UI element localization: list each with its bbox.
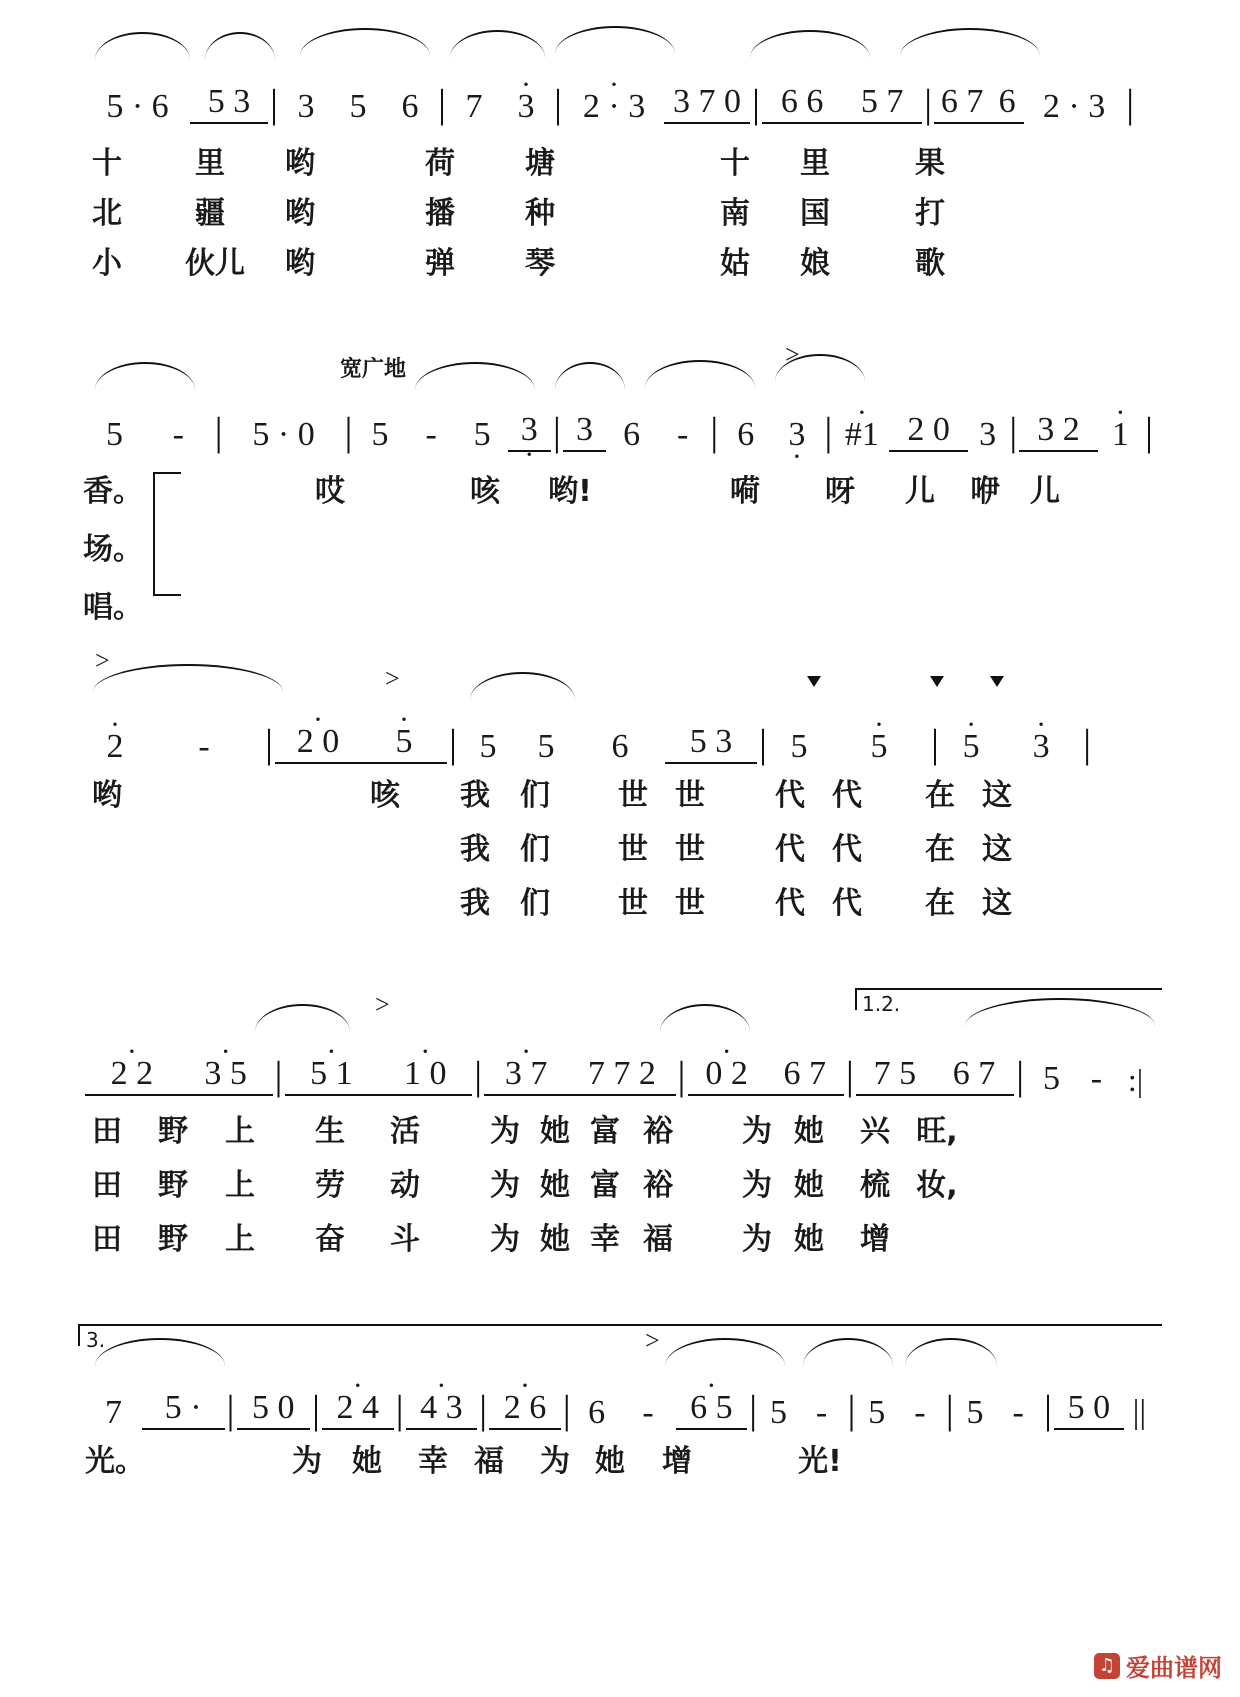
lyric-syllable: 她 <box>794 1222 824 1257</box>
note: 5 <box>868 1394 886 1431</box>
lyric-syllable: 动 <box>390 1168 420 1203</box>
lyric-syllable: 野 <box>158 1114 188 1149</box>
lyric-syllable: 们 <box>520 832 550 867</box>
note: 3 <box>297 88 315 125</box>
lyric-line <box>85 1106 1155 1160</box>
note: 5 <box>769 1394 787 1431</box>
lyric-syllable: 她 <box>540 1168 570 1203</box>
lyric-line <box>85 238 1155 288</box>
barline: | <box>449 721 458 766</box>
lyric-line <box>85 1436 1155 1490</box>
lyric-syllable: 姑 <box>720 246 750 281</box>
lyric-syllable: 弹 <box>425 246 455 281</box>
note-group: 7 7 2 <box>568 1057 675 1096</box>
lyric-syllable: 生 <box>315 1114 345 1149</box>
lyric-syllable: 哟 <box>285 196 315 231</box>
barline: | <box>710 409 719 454</box>
note: 5 <box>537 728 555 765</box>
note-sharp: · #1 <box>834 418 889 452</box>
lyric-syllable: 哟 <box>92 778 122 813</box>
lyric-syllable: 代 <box>832 778 862 813</box>
notes-row-1 <box>85 60 1155 124</box>
lyric-syllable: 歌 <box>915 246 945 281</box>
lyric-syllable: 场。 <box>83 532 143 567</box>
note-group: 5 0 <box>237 1391 310 1430</box>
slur <box>660 1004 750 1032</box>
note: 5 <box>105 416 123 453</box>
lyrics-block-5 <box>85 1436 1155 1490</box>
lyric-syllable: 上 <box>225 1114 255 1149</box>
slur <box>555 362 625 390</box>
slur <box>95 362 195 390</box>
lyric-syllable: 增 <box>662 1444 692 1479</box>
lyric-syllable: 荷 <box>425 146 455 181</box>
lyric-syllable: 哎 <box>315 474 345 509</box>
lyric-syllable: 活 <box>390 1114 420 1149</box>
lyric-syllable: 代 <box>775 886 805 921</box>
note: 5 <box>1042 1060 1060 1097</box>
barline: | <box>845 1053 854 1098</box>
lyric-syllable: 她 <box>794 1168 824 1203</box>
slur <box>300 28 430 56</box>
barline: | <box>474 1053 483 1098</box>
lyric-syllable: 在 <box>925 832 955 867</box>
barline: | <box>1044 1387 1053 1432</box>
lyric-syllable: 嗬 <box>730 474 760 509</box>
note: · 3 <box>500 90 552 124</box>
system-4 <box>0 990 1240 1257</box>
barline: | <box>274 1053 283 1098</box>
system-3 <box>0 646 1240 921</box>
lyric-syllable: 增 <box>860 1222 890 1257</box>
note-group: 3 7 0 <box>664 85 750 124</box>
lyric-syllable: 果 <box>915 146 945 181</box>
note: 5 <box>479 728 497 765</box>
lyric-syllable: 香。 <box>83 474 143 509</box>
barline: | <box>344 409 353 454</box>
lyric-syllable: 上 <box>225 1222 255 1257</box>
slur <box>750 30 870 58</box>
note-group: 6 7 <box>766 1057 844 1096</box>
notes-row-5 <box>85 1326 1155 1432</box>
barline: | <box>479 1387 488 1432</box>
lyric-syllable: 们 <box>520 886 550 921</box>
slur <box>555 26 675 54</box>
note-group: · 0 2 <box>688 1057 766 1096</box>
barline: | <box>847 1387 856 1432</box>
lyric-syllable: 裕 <box>643 1114 673 1149</box>
rest-dash: - <box>172 416 184 453</box>
rest-dash: - <box>425 416 437 453</box>
barline: | <box>924 81 933 126</box>
staff-row-5 <box>0 1326 1240 1436</box>
rest-dash: - <box>642 1394 654 1431</box>
lyric-syllable: 代 <box>775 778 805 813</box>
barline: | <box>1144 409 1153 454</box>
barline: | <box>759 721 768 766</box>
accent-mark: > <box>785 340 800 369</box>
lyric-syllable: 琴 <box>525 246 555 281</box>
lyric-syllable: 幸 <box>418 1444 448 1479</box>
rest-dash: - <box>914 1394 926 1431</box>
barline: | <box>931 721 940 766</box>
note: · 2 <box>85 730 145 764</box>
lyric-syllable: 奋 <box>315 1222 345 1257</box>
system-2 <box>0 340 1240 625</box>
slur <box>900 28 1040 56</box>
lyric-line <box>85 138 1155 188</box>
note: 3 <box>563 413 606 452</box>
note: · 3 <box>1001 730 1081 764</box>
lyric-syllable: 国 <box>800 196 830 231</box>
final-barline: || <box>1132 1394 1147 1431</box>
lyric-syllable: 上 <box>225 1168 255 1203</box>
lyrics-block-2 <box>85 466 1155 640</box>
lyric-syllable: 野 <box>158 1168 188 1203</box>
note-group: 5 · <box>142 1391 225 1430</box>
note-group: · 1 0 <box>378 1057 472 1096</box>
lyric-syllable: 这 <box>982 778 1012 813</box>
barline: | <box>1126 81 1135 126</box>
barline: | <box>270 81 279 126</box>
note: 5 <box>371 416 389 453</box>
lyric-syllable: 光。 <box>85 1444 145 1479</box>
ending-label-1-2: 1.2. <box>862 992 901 1016</box>
note: 6 <box>990 85 1024 124</box>
note-group: 5 3 <box>665 725 757 764</box>
slur <box>95 32 190 60</box>
note-group: 6 6 <box>762 85 842 124</box>
lyric-syllable: 为 <box>490 1168 520 1203</box>
staccato-wedge <box>930 676 944 687</box>
note: 7 <box>465 88 483 125</box>
slur <box>255 1004 350 1032</box>
note: 5 <box>966 1394 984 1431</box>
staccato-wedge <box>807 676 821 687</box>
lyric-line <box>85 1214 1155 1268</box>
barline: | <box>214 409 223 454</box>
lyric-syllable: 儿 <box>1030 474 1060 509</box>
lyrics-block-1 <box>85 138 1155 288</box>
lyric-syllable: 田 <box>92 1114 122 1149</box>
lyric-syllable: 为 <box>490 1114 520 1149</box>
lyric-line <box>85 524 1155 582</box>
lyric-syllable: 哟 <box>285 246 315 281</box>
notes-row-3 <box>85 646 1155 766</box>
lyric-syllable: 她 <box>595 1444 625 1479</box>
lyric-syllable: 南 <box>720 196 750 231</box>
lyric-line <box>85 466 1155 524</box>
lyric-line <box>85 770 1155 824</box>
repeat-barline: :| <box>1127 1062 1144 1098</box>
lyric-syllable: 十 <box>92 146 122 181</box>
lyric-syllable: 光! <box>798 1444 842 1479</box>
barline: | <box>749 1387 758 1432</box>
lyric-line <box>85 1160 1155 1214</box>
lyric-syllable: 田 <box>92 1222 122 1257</box>
note-group: 5 · 0 <box>252 416 315 453</box>
lyric-syllable: 旺, <box>916 1114 958 1149</box>
note-group: 3 2 <box>1019 413 1098 452</box>
barline: | <box>824 409 833 454</box>
barline: | <box>945 1387 954 1432</box>
barline: | <box>1016 1053 1025 1098</box>
rest-dash: - <box>1012 1394 1024 1431</box>
music-note-icon: ♫ <box>1094 1653 1120 1679</box>
note-group: 6 7 <box>934 85 990 124</box>
lyric-line <box>85 582 1155 640</box>
lyric-syllable: 这 <box>982 886 1012 921</box>
lyric-line <box>85 824 1155 878</box>
lyric-syllable: 为 <box>292 1444 322 1479</box>
barline: | <box>311 1387 320 1432</box>
note-group: · 3 7 <box>484 1057 568 1096</box>
lyric-syllable: 唱。 <box>83 590 143 625</box>
staff-row-3 <box>0 646 1240 770</box>
lyric-line <box>85 188 1155 238</box>
staff-row-1 <box>0 60 1240 130</box>
note: 5 <box>473 416 491 453</box>
note: 7 <box>104 1394 122 1431</box>
note: 3 · <box>508 413 551 452</box>
lyric-syllable: 世 <box>618 886 648 921</box>
lyric-syllable: 代 <box>832 832 862 867</box>
rest-dash: - <box>198 728 210 765</box>
lyric-syllable: 世 <box>675 832 705 867</box>
note: 6 <box>623 416 641 453</box>
lyric-syllable: 我 <box>460 832 490 867</box>
slur <box>415 362 535 390</box>
ending-label-3: 3. <box>86 1328 106 1352</box>
lyrics-block-4 <box>85 1106 1155 1268</box>
lyric-syllable: 咿 <box>970 474 1000 509</box>
note: 5 <box>349 88 367 125</box>
note: · 5 <box>361 725 447 764</box>
lyric-syllable: 她 <box>540 1222 570 1257</box>
lyric-syllable: 里 <box>800 146 830 181</box>
lyric-syllable: 疆 <box>195 196 225 231</box>
site-watermark <box>1094 1648 1222 1683</box>
lyric-syllable: 福 <box>474 1444 504 1479</box>
lyric-syllable: 小 <box>92 246 122 281</box>
lyric-syllable: 儿 <box>905 474 935 509</box>
note-group: 5 7 <box>842 85 922 124</box>
slur <box>470 672 575 700</box>
lyric-syllable: 我 <box>460 886 490 921</box>
lyric-line <box>85 878 1155 932</box>
system-1 <box>0 60 1240 281</box>
note-group: · 5 1 <box>285 1057 379 1096</box>
lyric-syllable: 代 <box>775 832 805 867</box>
note-group: · 6 5 <box>676 1391 748 1430</box>
lyric-syllable: 在 <box>925 886 955 921</box>
barline: | <box>752 81 761 126</box>
lyric-syllable: 呀 <box>825 474 855 509</box>
lyric-syllable: 代 <box>832 886 862 921</box>
accent-mark: > <box>385 664 400 693</box>
lyrics-block-3 <box>85 770 1155 932</box>
lyric-syllable: 兴 <box>860 1114 890 1149</box>
staccato-wedge <box>990 676 1004 687</box>
lyric-syllable: 为 <box>742 1222 772 1257</box>
barline: | <box>562 1387 571 1432</box>
note-group: 6 7 <box>934 1057 1014 1096</box>
note-group: · 2 4 <box>322 1391 394 1430</box>
accent-mark: > <box>645 1326 660 1355</box>
barline: | <box>438 81 447 126</box>
ending-bracket-3 <box>78 1324 1162 1346</box>
note-group: · 2 2 <box>85 1057 179 1096</box>
note-group: · 2 6 <box>489 1391 561 1430</box>
lyric-syllable: 咳 <box>470 474 500 509</box>
note-group: 7 5 <box>856 1057 934 1096</box>
lyric-syllable: 她 <box>352 1444 382 1479</box>
note-group: · 3 5 <box>179 1057 273 1096</box>
lyric-syllable: 这 <box>982 832 1012 867</box>
slur <box>93 664 283 692</box>
note-group: 5 0 <box>1054 1391 1124 1430</box>
slur <box>205 32 275 60</box>
note-group: · 4 3 <box>406 1391 478 1430</box>
barline: | <box>552 409 561 454</box>
accent-mark: > <box>375 990 390 1019</box>
lyric-syllable: 为 <box>742 1114 772 1149</box>
note-group: 5 3 <box>190 85 268 124</box>
note-group: 2 · 3 <box>1042 88 1106 125</box>
barline: | <box>226 1387 235 1432</box>
lyric-syllable: 她 <box>540 1114 570 1149</box>
lyric-syllable: 哟 <box>285 146 315 181</box>
barline: | <box>554 81 563 126</box>
lyric-syllable: 世 <box>618 778 648 813</box>
lyric-syllable: 劳 <box>315 1168 345 1203</box>
slur <box>645 360 755 388</box>
tempo-marking: 宽广地 <box>340 357 407 382</box>
barline: | <box>1009 409 1018 454</box>
lyric-syllable: 娘 <box>800 246 830 281</box>
watermark-text: 爱曲谱网 <box>1126 1654 1222 1682</box>
lyric-syllable: 富 <box>590 1168 620 1203</box>
lyric-syllable: 世 <box>675 886 705 921</box>
note: 6 <box>401 88 419 125</box>
note-group: 5 · 6 <box>106 88 169 125</box>
lyric-syllable: 里 <box>195 146 225 181</box>
barline: | <box>395 1387 404 1432</box>
lyric-syllable: 野 <box>158 1222 188 1257</box>
lyric-syllable: 为 <box>540 1444 570 1479</box>
lyric-syllable: 福 <box>643 1222 673 1257</box>
note: 5 <box>790 728 808 765</box>
slur <box>450 30 545 58</box>
rest-dash: - <box>1090 1060 1103 1097</box>
note: · 5 <box>829 730 929 764</box>
rest-dash: - <box>677 416 689 453</box>
lyric-syllable: 田 <box>92 1168 122 1203</box>
lyric-syllable: 在 <box>925 778 955 813</box>
note: 3 · <box>771 418 822 452</box>
lyric-syllable: 妆, <box>916 1168 958 1203</box>
lyric-syllable: 富 <box>590 1114 620 1149</box>
note: · 5 <box>941 730 1001 764</box>
note-group: · 2 0 <box>275 725 361 764</box>
lyric-syllable: 她 <box>794 1114 824 1149</box>
lyric-syllable: 十 <box>720 146 750 181</box>
lyric-syllable: 为 <box>742 1168 772 1203</box>
note-group: 2 0 <box>889 413 968 452</box>
note: · 1 <box>1098 418 1143 452</box>
lyric-syllable: 们 <box>520 778 550 813</box>
note: 6 <box>611 728 629 765</box>
lyric-syllable: 我 <box>460 778 490 813</box>
lyric-syllable: 裕 <box>643 1168 673 1203</box>
system-5 <box>0 1326 1240 1479</box>
lyric-syllable: 打 <box>915 196 945 231</box>
barline: | <box>1083 721 1092 766</box>
lyric-syllable: 播 <box>425 196 455 231</box>
lyric-syllable: 塘 <box>525 146 555 181</box>
barline: | <box>677 1053 686 1098</box>
diminuendo-mark: > <box>95 646 110 675</box>
lyric-syllable: 幸 <box>590 1222 620 1257</box>
lyric-syllable: 种 <box>525 196 555 231</box>
lyric-syllable: 世 <box>618 832 648 867</box>
lyric-syllable: 伙儿 <box>185 246 245 281</box>
lyric-syllable: 咳 <box>370 778 400 813</box>
lyric-syllable: 北 <box>92 196 122 231</box>
rest-dash: - <box>815 1394 828 1431</box>
note-group: · 2 · 3 <box>564 90 664 124</box>
lyric-syllable: 哟! <box>548 474 592 509</box>
lyric-syllable: 为 <box>490 1222 520 1257</box>
barline: | <box>265 721 274 766</box>
lyric-syllable: 世 <box>675 778 705 813</box>
lyric-syllable: 斗 <box>390 1222 420 1257</box>
note: 3 <box>979 416 997 453</box>
lyric-syllable: 梳 <box>860 1168 890 1203</box>
note: 6 <box>588 1394 606 1431</box>
note: 6 <box>737 416 755 453</box>
